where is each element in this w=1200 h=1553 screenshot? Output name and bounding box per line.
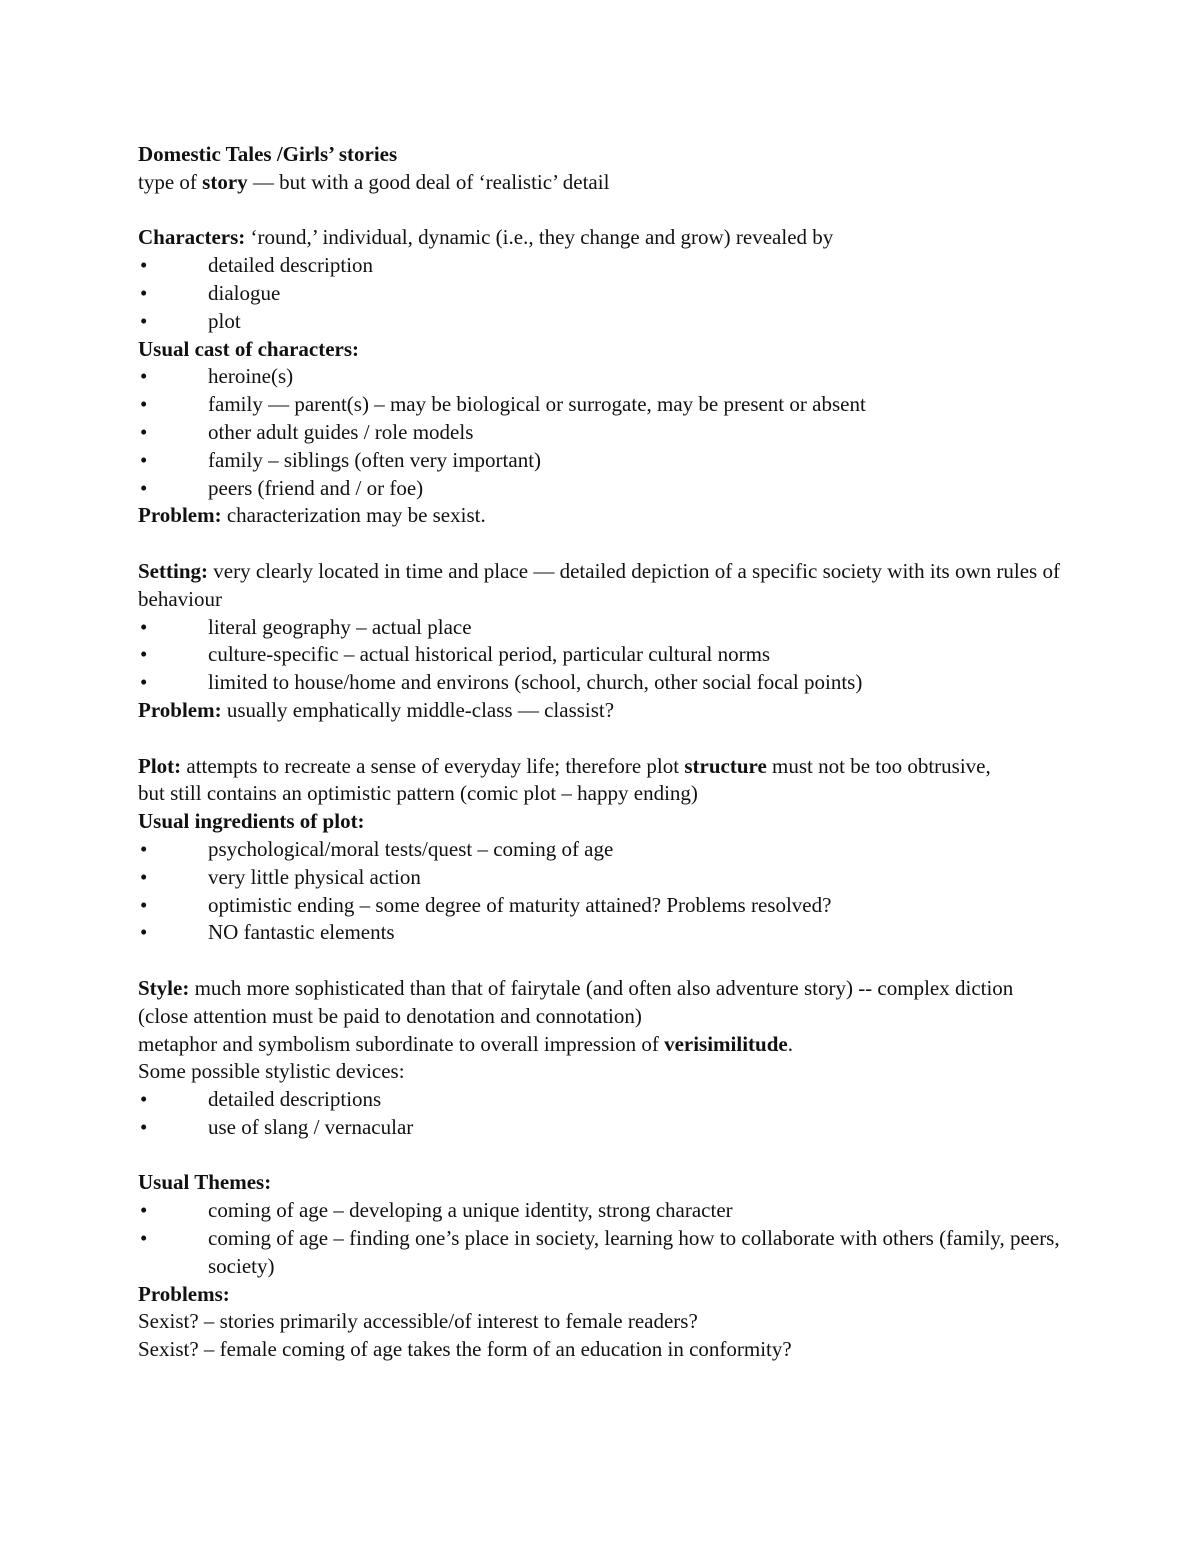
problem-text: characterization may be sexist. (221, 503, 486, 528)
list-item (138, 252, 1068, 280)
list-item (138, 308, 1068, 336)
problem-line: Sexist? – female coming of age takes the form of an education in conformity? (138, 1337, 792, 1362)
list-item (138, 919, 1068, 947)
list-item-text: optimistic ending – some degree of maturity attained? Problems resolved? (208, 892, 832, 917)
style-label: Style: (138, 975, 190, 1000)
bullet-icon: • (140, 892, 148, 917)
list-item-text: peers (friend and / or foe) (208, 475, 424, 500)
document-page (138, 141, 1068, 1364)
list-item (138, 892, 1068, 920)
list-item (138, 475, 1068, 503)
themes-heading: Usual Themes: (138, 1170, 272, 1195)
spacer (138, 947, 1068, 975)
style-text: much more sophisticated than that of fairytale (and often also adventure story) -- complex diction (close attention must be paid to denotation and connotation) (138, 975, 1014, 1028)
list-item (138, 641, 1068, 669)
bullet-icon: • (140, 614, 148, 639)
bullet-icon: • (140, 642, 148, 667)
plot-label: Plot: (138, 753, 182, 778)
problem-text: usually emphatically middle-class — classist? (221, 697, 615, 722)
setting-label: Setting: (138, 558, 208, 583)
plot-line (138, 753, 1068, 781)
bullet-icon: • (140, 364, 148, 389)
bullet-icon: • (140, 836, 148, 861)
bullet-icon: • (140, 864, 148, 889)
bullet-icon: • (140, 1087, 148, 1112)
setting-text: very clearly located in time and place — detailed depiction of a specific society with its own rules of behaviour (138, 558, 1060, 611)
bullet-icon: • (140, 1226, 148, 1251)
list-item-text: family – siblings (often very important) (208, 447, 542, 472)
list-item-text: detailed description (208, 253, 374, 278)
spacer (138, 197, 1068, 225)
intro-line (138, 169, 1068, 197)
style-line (138, 975, 1068, 1031)
list-item-text: family — parent(s) – may be biological or surrogate, may be present or absent (208, 392, 866, 417)
bullet-icon: • (140, 392, 148, 417)
list-item-text: psychological/moral tests/quest – coming of age (208, 836, 614, 861)
plot-line-2: but still contains an optimistic pattern (comic plot – happy ending) (138, 781, 698, 806)
ingredients-heading: Usual ingredients of plot: (138, 809, 365, 834)
list-item (138, 836, 1068, 864)
problem-label: Problem: (138, 697, 222, 722)
list-item-text: coming of age – finding one’s place in society, learning how to collaborate with others (family, peers, society) (208, 1226, 1060, 1278)
style-line-2 (138, 1031, 1068, 1059)
list-item (138, 669, 1068, 697)
list-item-text: heroine(s) (208, 364, 294, 389)
list-item (138, 363, 1068, 391)
bullet-icon: • (140, 920, 148, 945)
style-line2-pre: metaphor and symbolism subordinate to overall impression of (138, 1031, 665, 1056)
spacer (138, 530, 1068, 558)
list-item-text: NO fantastic elements (208, 920, 395, 945)
style-line2-bold: verisimilitude (664, 1031, 788, 1056)
cast-heading: Usual cast of characters: (138, 336, 360, 361)
bullet-icon: • (140, 280, 148, 305)
bullet-icon: • (140, 1114, 148, 1139)
bullet-icon: • (140, 419, 148, 444)
list-item-text: limited to house/home and environs (school, church, other social focal points) (208, 670, 863, 695)
bullet-icon: • (140, 253, 148, 278)
list-item (138, 391, 1068, 419)
spacer (138, 1142, 1068, 1170)
bullet-icon: • (140, 475, 148, 500)
list-item (138, 280, 1068, 308)
list-item-text: detailed descriptions (208, 1087, 382, 1112)
bullet-icon: • (140, 308, 148, 333)
setting-line (138, 558, 1068, 614)
list-item-text: very little physical action (208, 864, 421, 889)
spacer (138, 725, 1068, 753)
intro-bold: story (202, 169, 248, 194)
list-item (138, 447, 1068, 475)
list-item (138, 614, 1068, 642)
list-item-text: dialogue (208, 280, 281, 305)
setting-problem-line (138, 697, 1068, 725)
intro-pre: type of (138, 169, 203, 194)
plot-text-post: must not be too obtrusive, (766, 753, 991, 778)
devices-intro: Some possible stylistic devices: (138, 1059, 405, 1084)
list-item-text: literal geography – actual place (208, 614, 472, 639)
problem-line: Sexist? – stories primarily accessible/of interest to female readers? (138, 1309, 698, 1334)
style-line2-post: . (787, 1031, 793, 1056)
list-item-text: use of slang / vernacular (208, 1114, 414, 1139)
characters-problem-line (138, 502, 1068, 530)
bullet-icon: • (140, 670, 148, 695)
list-item (138, 864, 1068, 892)
list-item (138, 1086, 1068, 1114)
list-item-text: culture-specific – actual historical period, particular cultural norms (208, 642, 771, 667)
plot-text-bold: structure (684, 753, 767, 778)
intro-post: — but with a good deal of ‘realistic’ detail (247, 169, 610, 194)
list-item-text: other adult guides / role models (208, 419, 474, 444)
list-item (138, 1225, 1068, 1281)
characters-line (138, 224, 1068, 252)
characters-text: ‘round,’ individual, dynamic (i.e., they change and grow) revealed by (245, 225, 834, 250)
problem-label: Problem: (138, 503, 222, 528)
problems-heading: Problems: (138, 1281, 230, 1306)
list-item-text: plot (208, 308, 241, 333)
list-item (138, 1197, 1068, 1225)
list-item-text: coming of age – developing a unique identity, strong character (208, 1198, 733, 1223)
list-item (138, 1114, 1068, 1142)
characters-label: Characters: (138, 225, 246, 250)
bullet-icon: • (140, 1198, 148, 1223)
document-title: Domestic Tales /Girls’ stories (138, 142, 398, 166)
list-item (138, 419, 1068, 447)
plot-text-pre: attempts to recreate a sense of everyday life; therefore plot (181, 753, 685, 778)
bullet-icon: • (140, 447, 148, 472)
